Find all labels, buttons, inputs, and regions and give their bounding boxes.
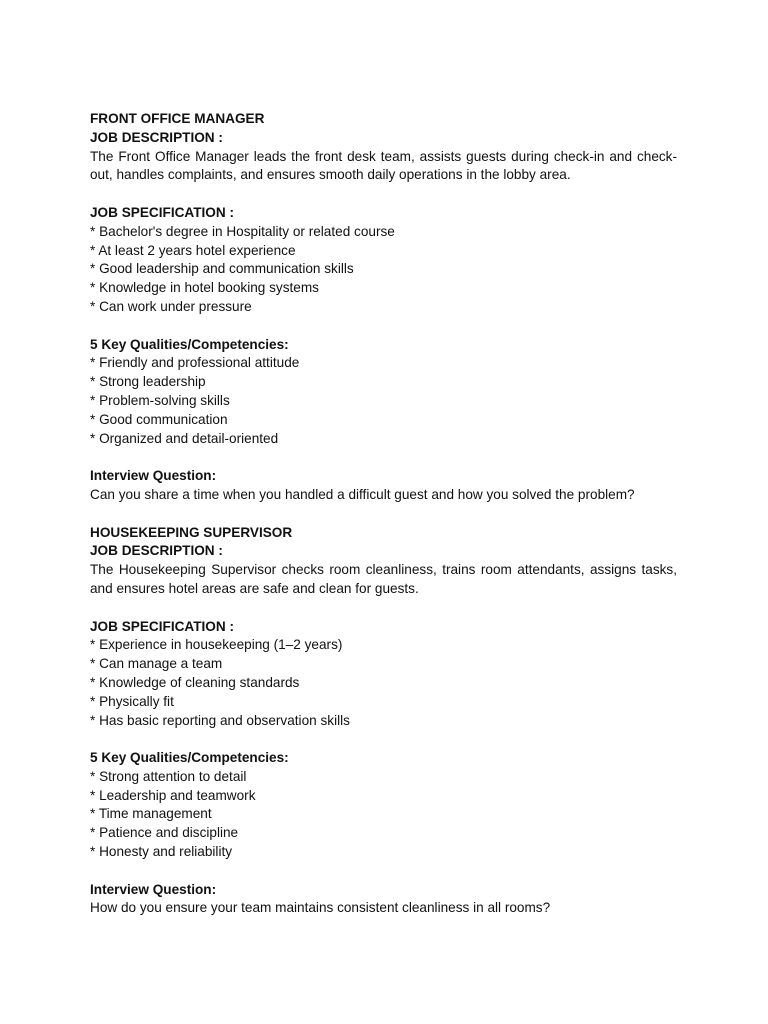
quality-item: * Strong attention to detail bbox=[90, 768, 247, 784]
job-specification-heading: JOB SPECIFICATION : bbox=[90, 618, 235, 634]
quality-item: * Honesty and reliability bbox=[90, 844, 233, 860]
job-description-text: The Front Office Manager leads the front desk team, assists guests during check-in and check-out, handles complaints, and ensures smooth daily operations in the lobby area. bbox=[90, 148, 677, 183]
specification-item: * Good leadership and communication skills bbox=[90, 261, 354, 277]
spacer bbox=[90, 185, 677, 204]
specification-item: * Knowledge of cleaning standards bbox=[90, 674, 300, 690]
specification-item: * Physically fit bbox=[90, 693, 174, 709]
specification-item: * Experience in housekeeping (1–2 years) bbox=[90, 637, 343, 653]
spacer bbox=[90, 317, 677, 336]
job-specification-heading: JOB SPECIFICATION : bbox=[90, 204, 235, 220]
job-description-heading: JOB DESCRIPTION : bbox=[90, 543, 223, 559]
spacer bbox=[90, 730, 677, 749]
job-description-heading: JOB DESCRIPTION : bbox=[90, 129, 223, 145]
quality-item: * Time management bbox=[90, 806, 212, 822]
document-page bbox=[90, 110, 677, 918]
spacer bbox=[90, 448, 677, 467]
specification-item: * Can work under pressure bbox=[90, 298, 252, 314]
interview-heading: Interview Question: bbox=[90, 468, 217, 484]
qualities-heading: 5 Key Qualities/Competencies: bbox=[90, 336, 289, 352]
job-description-text: The Housekeeping Supervisor checks room cleanliness, trains room attendants, assigns tasks, and ensures hotel areas are safe and clean for guests. bbox=[90, 562, 677, 596]
spacer bbox=[90, 599, 677, 618]
job-section-front-office-manager bbox=[90, 110, 677, 524]
interview-question: How do you ensure your team maintains consistent cleanliness in all rooms? bbox=[90, 900, 551, 916]
job-title: FRONT OFFICE MANAGER bbox=[90, 111, 265, 126]
specification-item: * Can manage a team bbox=[90, 656, 223, 672]
quality-item: * Good communication bbox=[90, 411, 228, 427]
interview-heading: Interview Question: bbox=[90, 881, 217, 897]
quality-item: * Patience and discipline bbox=[90, 825, 239, 841]
quality-item: * Friendly and professional attitude bbox=[90, 355, 300, 371]
qualities-heading: 5 Key Qualities/Competencies: bbox=[90, 750, 289, 766]
specification-item: * Bachelor's degree in Hospitality or related course bbox=[90, 223, 395, 239]
quality-item: * Organized and detail-oriented bbox=[90, 430, 279, 446]
interview-question: Can you share a time when you handled a difficult guest and how you solved the problem? bbox=[90, 486, 635, 502]
spacer bbox=[90, 862, 677, 881]
quality-item: * Strong leadership bbox=[90, 374, 206, 390]
quality-item: * Leadership and teamwork bbox=[90, 787, 256, 803]
specification-item: * Has basic reporting and observation skills bbox=[90, 712, 350, 728]
job-section-housekeeping-supervisor bbox=[90, 524, 677, 919]
job-title: HOUSEKEEPING SUPERVISOR bbox=[90, 524, 293, 540]
specification-item: * Knowledge in hotel booking systems bbox=[90, 280, 319, 296]
quality-item: * Problem-solving skills bbox=[90, 392, 230, 408]
specification-item: * At least 2 years hotel experience bbox=[90, 242, 296, 258]
spacer bbox=[90, 505, 677, 524]
